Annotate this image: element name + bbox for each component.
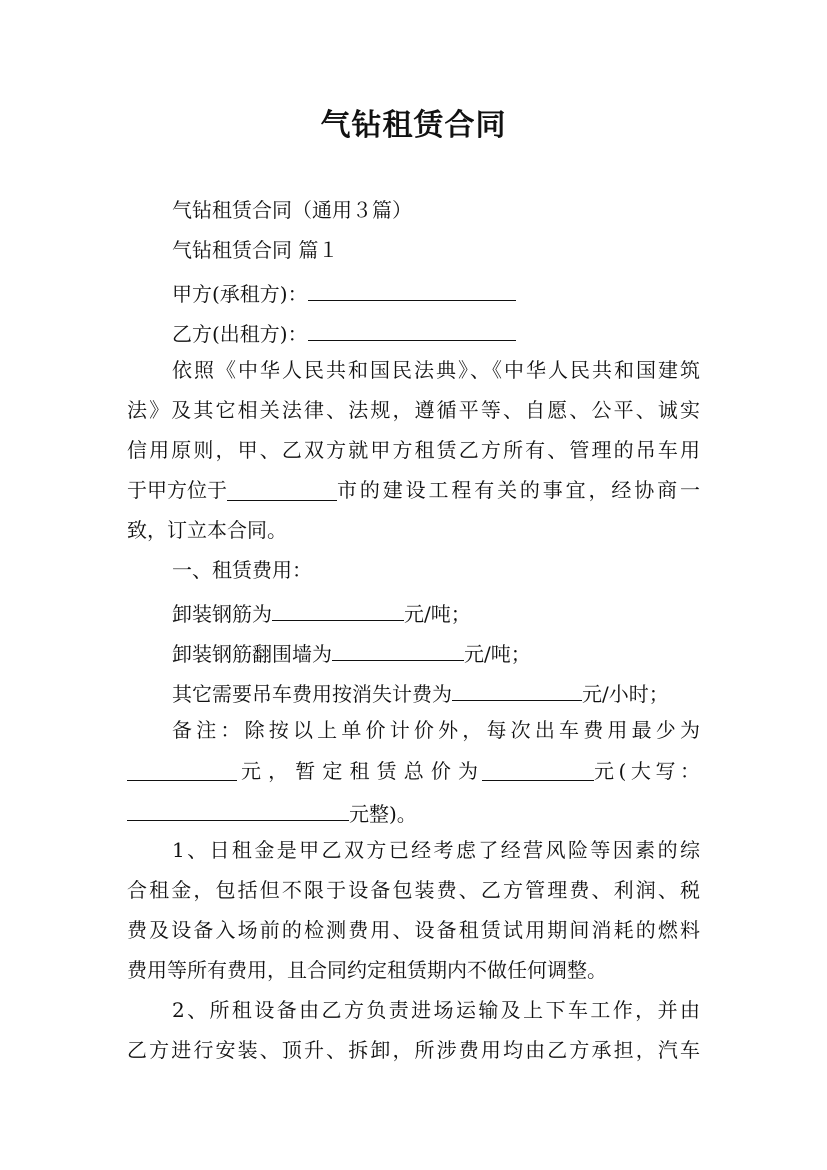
fee-blank — [332, 640, 464, 661]
fee-line — [172, 600, 471, 624]
fee-blank — [452, 680, 582, 701]
party-a-label: 甲方(承租方)： — [172, 282, 308, 306]
min-fee-blank — [127, 760, 237, 781]
page-title: 气钻租赁合同 — [320, 108, 507, 143]
paragraph-line: 乙方进行安装、顶升、拆卸，所涉费用均由乙方承担，汽车 — [127, 1038, 700, 1062]
section-heading: 一、租赁费用： — [172, 558, 312, 582]
paragraph-line: 费及设备入场前的检测费用、设备租赁试用期间消耗的燃料 — [127, 918, 700, 942]
amount-words-blank — [127, 800, 349, 821]
note-line — [127, 760, 700, 781]
party-a-line — [172, 280, 516, 304]
paragraph-line: 合租金，包括但不限于设备包装费、乙方管理费、利润、税 — [127, 878, 700, 902]
line-text: 元/吨； — [464, 642, 531, 666]
paragraph-line: 气钻租赁合同（通用３篇） — [172, 198, 412, 222]
line-text: 元(大写： — [594, 759, 700, 783]
paragraph-line: 信用原则，甲、乙双方就甲方租赁乙方所有、管理的吊车用 — [127, 438, 700, 462]
note-line — [127, 800, 417, 824]
line-text: 其它需要吊车费用按消失计费为 — [172, 682, 452, 706]
fee-blank — [272, 600, 404, 621]
party-a-blank — [308, 280, 516, 301]
line-text: 元/小时； — [582, 682, 669, 706]
line-text: 于甲方位于 — [127, 478, 227, 502]
city-blank — [227, 480, 337, 501]
line-text: 市的建设工程有关的事宜，经协商一 — [337, 478, 700, 502]
paragraph-line: 气钻租赁合同 篇１ — [172, 238, 339, 262]
line-text: 元整)。 — [349, 802, 417, 826]
total-price-blank — [482, 760, 594, 781]
paragraph-line: 2、所租设备由乙方负责进场运输及上下车工作，并由 — [172, 998, 700, 1022]
paragraph-line — [127, 480, 700, 501]
line-text: 元/吨； — [404, 602, 471, 626]
note-line: 备注：除按以上单价计价外，每次出车费用最少为 — [172, 718, 700, 742]
fee-line — [172, 680, 669, 704]
paragraph-line: 依照《中华人民共和国民法典》、《中华人民共和国建筑 — [172, 358, 700, 382]
paragraph-line: 法》及其它相关法律、法规，遵循平等、自愿、公平、诚实 — [127, 398, 700, 422]
party-b-line — [172, 320, 516, 344]
party-b-blank — [308, 320, 516, 341]
paragraph-line: 致，订立本合同。 — [127, 518, 287, 542]
paragraph-line: 费用等所有费用，且合同约定租赁期内不做任何调整。 — [127, 958, 607, 982]
line-text: 元，暂定租赁总价为 — [241, 759, 478, 783]
line-text: 卸装钢筋翻围墙为 — [172, 642, 332, 666]
line-text: 卸装钢筋为 — [172, 602, 272, 626]
party-b-label: 乙方(出租方)： — [172, 322, 308, 346]
paragraph-line: 1、日租金是甲乙双方已经考虑了经营风险等因素的综 — [172, 838, 700, 862]
fee-line — [172, 640, 531, 664]
